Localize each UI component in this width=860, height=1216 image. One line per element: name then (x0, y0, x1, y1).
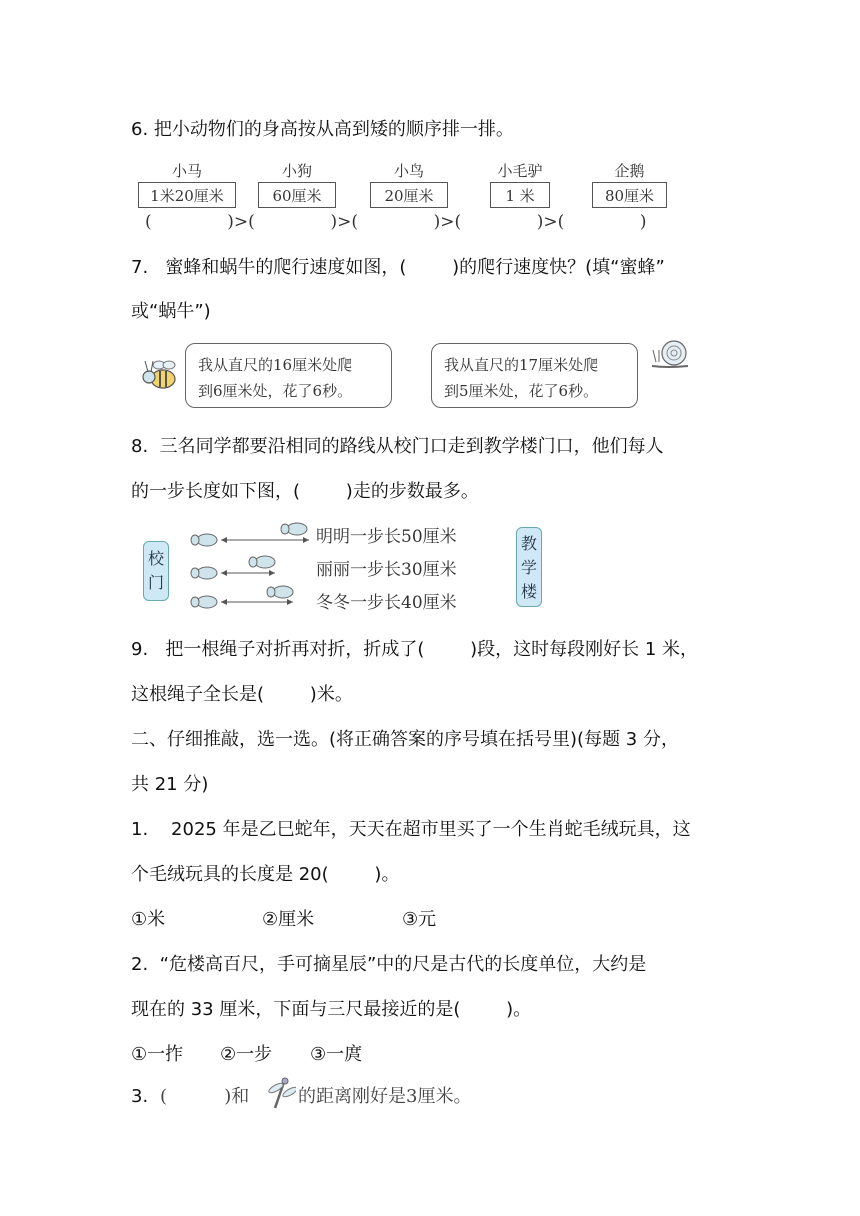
section2-heading-line1: 二、仔细推敲，选一选。(将正确答案的序号填在括号里)(每题 3 分， (131, 729, 679, 750)
animal-name-penguin: 企鹅 (614, 162, 645, 180)
footsteps-diagram (185, 520, 315, 612)
q7-line1: 7. 蜜蜂和蜗牛的爬行速度如图，( )的爬行速度快？(填“蜜蜂” (131, 257, 665, 278)
teaching-building-sign: 教 学 楼 (516, 527, 542, 607)
q6-compare-blanks[interactable]: ( )>( )>( )>( )>( ) (145, 212, 647, 232)
animal-name-bird: 小鸟 (393, 162, 424, 180)
q8-line1: 8. 三名同学都要沿相同的路线从校门口走到教学楼门口，他们每人 (131, 436, 664, 457)
school-gate-sign: 校 门 (143, 541, 169, 601)
q8-line2: 的一步长度如下图，( )走的步数最多。 (131, 481, 479, 502)
q6-text: 6. 把小动物们的身高按从高到矮的顺序排一排。 (131, 119, 514, 140)
s2q2-option-2: ②一步 (220, 1044, 273, 1065)
bee-speech-bubble: 我从直尺的16厘米处爬 到6厘米处，花了6秒。 (185, 343, 392, 408)
animal-name-horse: 小马 (171, 162, 202, 180)
s2q1-option-1: ①米 (131, 909, 166, 930)
s2q2-option-3: ③一庹 (310, 1044, 363, 1065)
bee-icon (133, 355, 185, 397)
s2q2-line1: 2. “危楼高百尺，手可摘星辰”中的尺是古代的长度单位，大约是 (131, 954, 647, 975)
height-box-horse: 1米20厘米 (138, 182, 236, 208)
s2q2-line2: 现在的 33 厘米，下面与三尺最接近的是( )。 (131, 999, 532, 1020)
animal-name-dog: 小狗 (281, 162, 312, 180)
snail-icon (648, 336, 694, 370)
q9-line1: 9. 把一根绳子对折再对折，折成了( )段，这时每段刚好长 1 米， (131, 639, 699, 660)
s2q1-option-2: ②厘米 (262, 909, 315, 930)
height-box-bird: 20厘米 (370, 182, 448, 208)
height-box-penguin: 80厘米 (592, 182, 667, 208)
s2q1-option-3: ③元 (402, 909, 437, 930)
s2q1-line2: 个毛绒玩具的长度是 20( )。 (131, 864, 400, 885)
s2q2-option-1: ①一拃 (131, 1044, 184, 1065)
snail-speech-bubble: 我从直尺的17厘米处爬 到5厘米处，花了6秒。 (431, 343, 638, 408)
dragonfly-icon (266, 1076, 296, 1112)
animal-name-donkey: 小毛驴 (497, 162, 543, 180)
step-label-lili: 丽丽一步长30厘米 (316, 560, 457, 580)
height-box-donkey: 1 米 (490, 182, 550, 208)
height-box-dog: 60厘米 (258, 182, 336, 208)
s2q3-text: 的距离刚好是3厘米。 (298, 1086, 472, 1107)
step-label-mingming: 明明一步长50厘米 (316, 527, 457, 547)
s2q3-number: 3. (131, 1086, 149, 1107)
q7-line2: 或“蜗牛”) (131, 301, 211, 322)
s2q1-line1: 1. 2025 年是乙巳蛇年，天天在超市里买了一个生肖蛇毛绒玩具，这 (131, 819, 691, 840)
s2q3-blank-text[interactable]: ( )和 (160, 1086, 250, 1107)
q9-line2: 这根绳子全长是( )米。 (131, 684, 353, 705)
step-label-dongdong: 冬冬一步长40厘米 (316, 593, 457, 613)
section2-heading-line2: 共 21 分) (131, 774, 209, 795)
